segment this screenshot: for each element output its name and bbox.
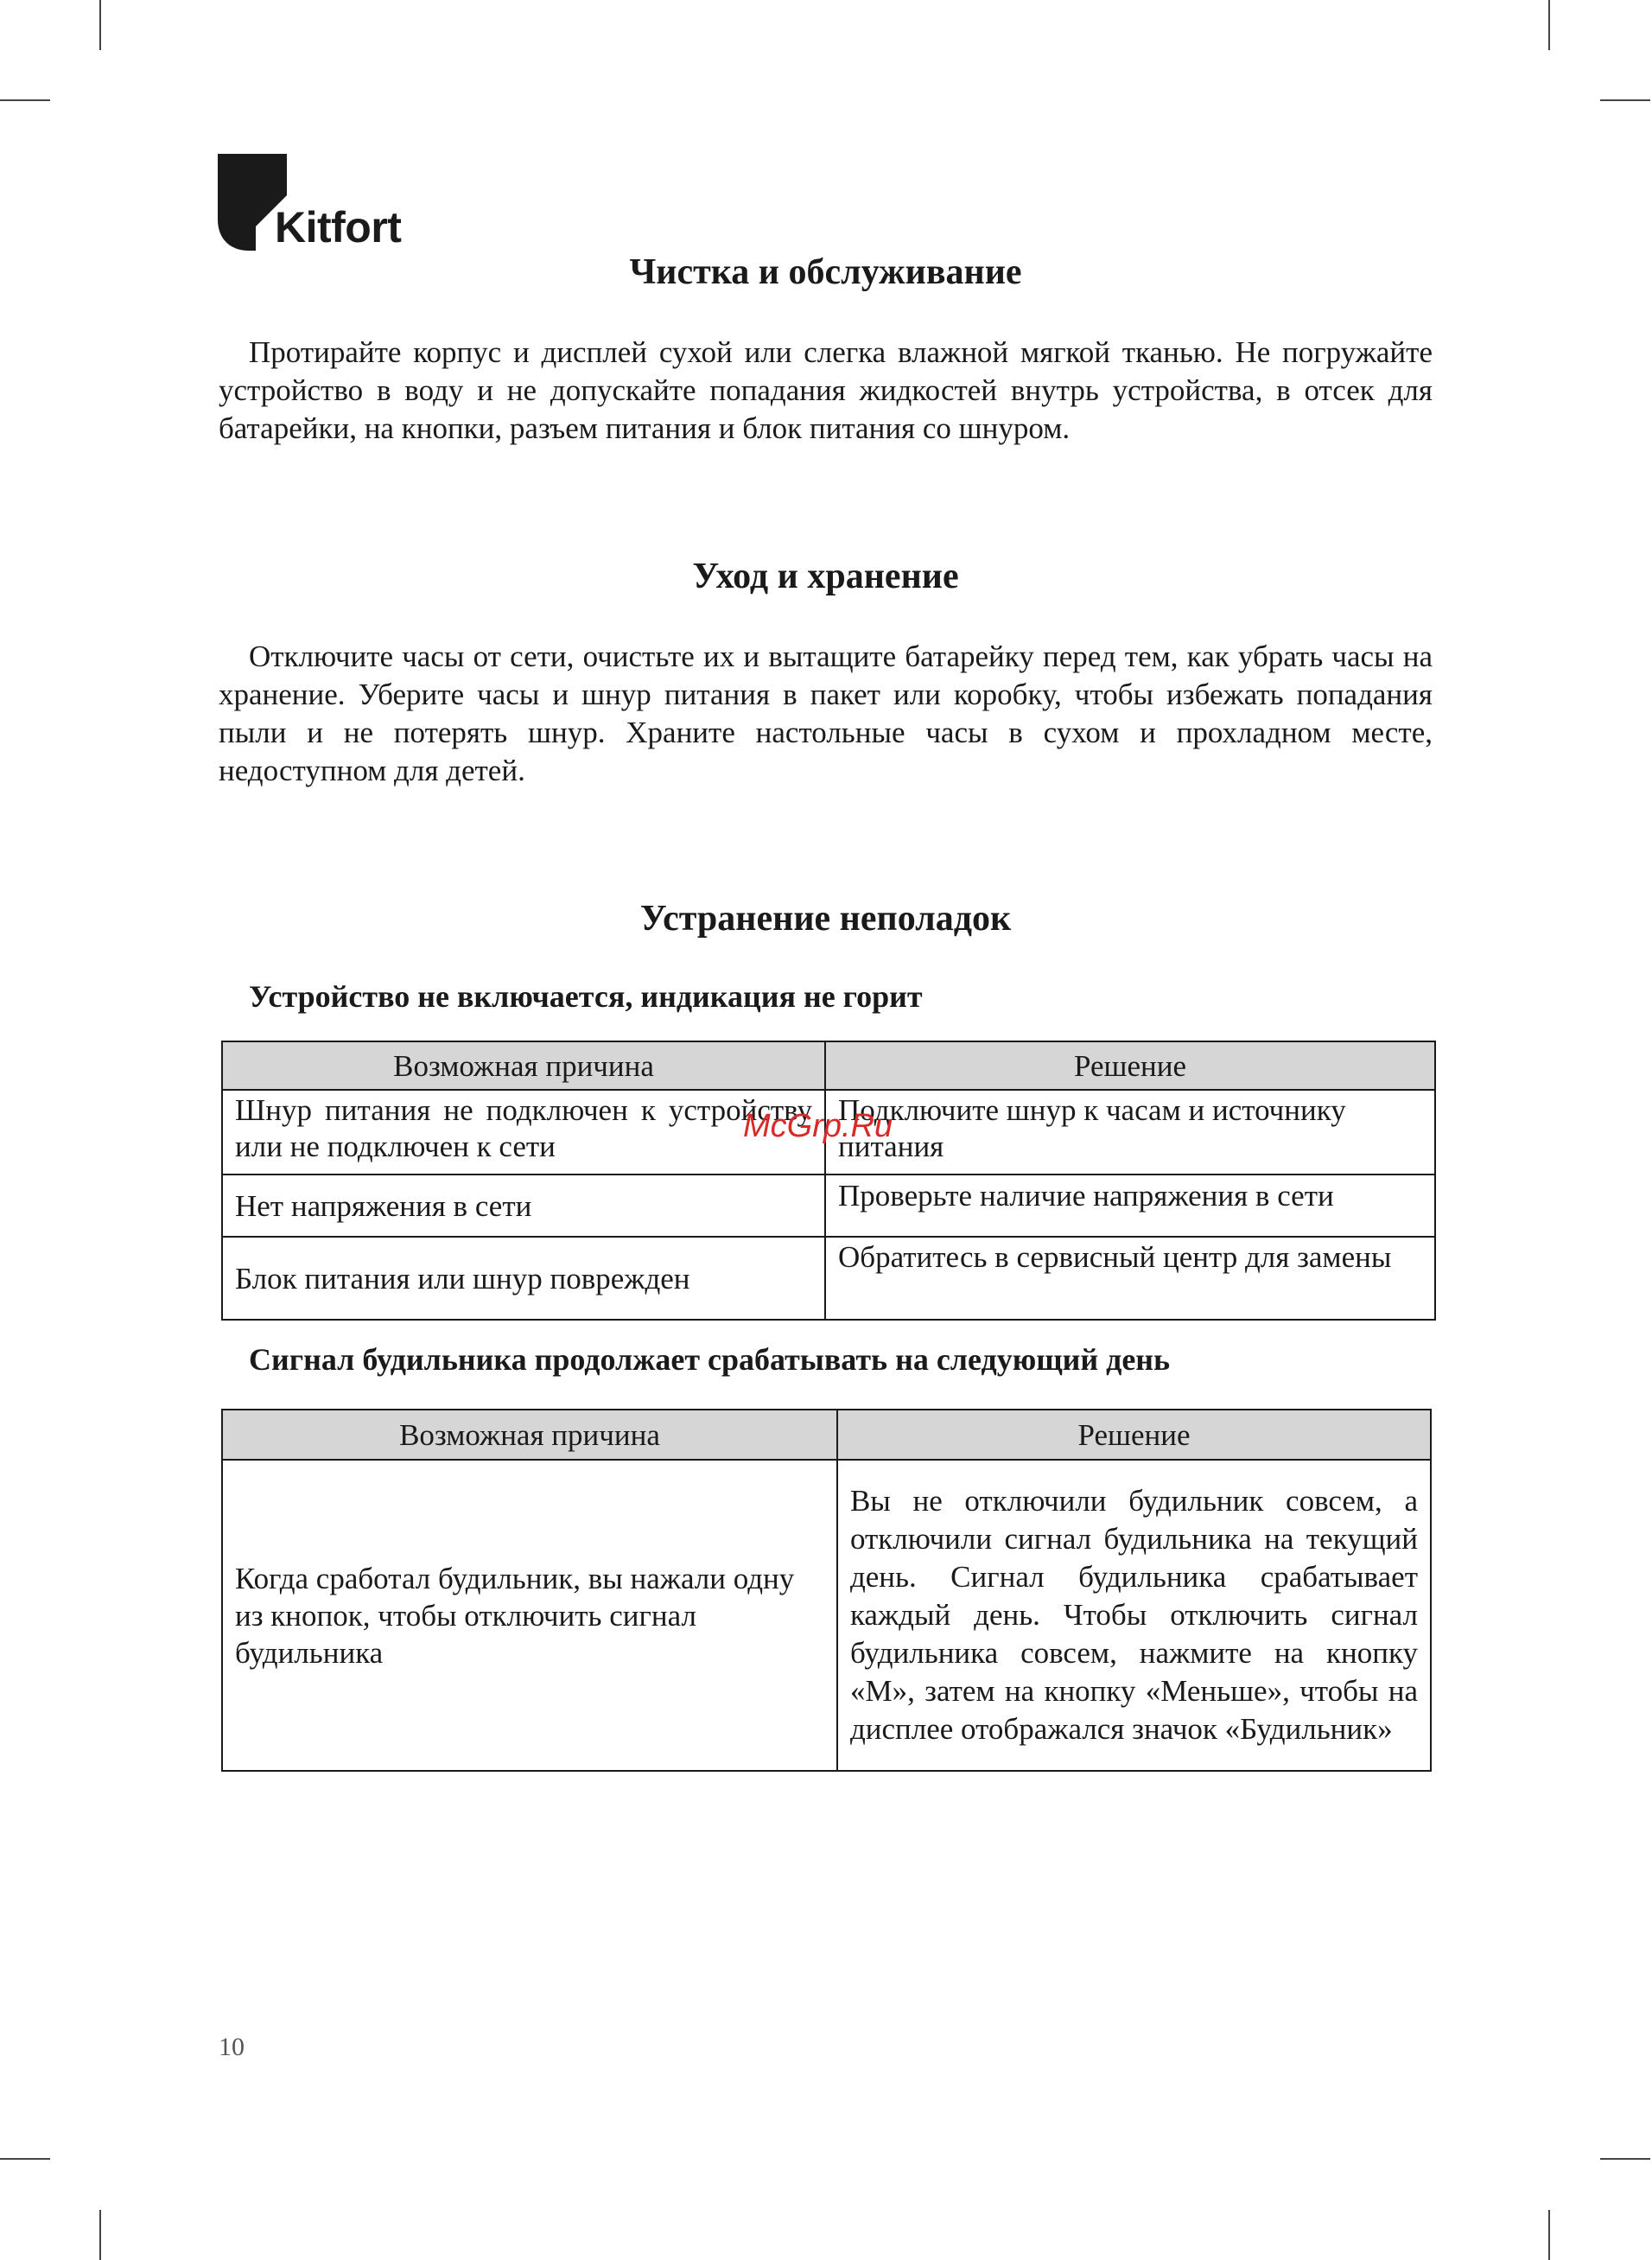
solution-cell: Проверьте наличие напряжения в сети xyxy=(825,1175,1435,1237)
table-header-row xyxy=(222,1410,1431,1460)
cause-cell: Блок питания или шнур поврежден xyxy=(222,1237,825,1320)
troubleshooting-section xyxy=(219,897,1433,940)
problem2-table xyxy=(221,1409,1432,1772)
problem2-heading xyxy=(219,1341,1433,1378)
crop-mark xyxy=(1548,0,1550,50)
solution-header: Решение xyxy=(825,1041,1435,1090)
cleaning-text: Протирайте корпус и дисплей сухой или слегка влажной мягкой тканью. Не погружайте устройство в воду и не допускайте попадания жидкостей внутрь устройства, в отсек для батарейки, на кнопки, разъем питания и блок питания со шнуром. xyxy=(219,335,1433,445)
troubleshooting-title: Устранение неполадок xyxy=(639,899,1012,939)
table-row xyxy=(222,1237,1435,1320)
table-header-row xyxy=(222,1041,1435,1090)
crop-mark xyxy=(99,2210,101,2260)
brand-name: Kitfort xyxy=(275,203,402,251)
cause-cell: Когда сработал будильник, вы нажали одну из кнопок, чтобы отключить сигнал будильника xyxy=(222,1460,837,1771)
problem2-title: Сигнал будильника продолжает срабатывать на следующий день xyxy=(249,1342,1171,1377)
solution-cell: Вы не отключили будильник совсем, а отключили сигнал будильника на текущий день. Сигнал будильника срабатывает каждый день. Чтобы отключить сигнал будильника совсем, нажмите на кнопку «М», затем на кнопку «Меньше», чтобы на дисплее отображался значок «Будильник» xyxy=(837,1460,1431,1771)
crop-mark xyxy=(0,99,50,101)
crop-mark xyxy=(99,0,101,50)
watermark: McGrp.Ru xyxy=(743,1108,893,1144)
storage-section xyxy=(219,555,1433,598)
cause-cell: Шнур питания не подключен к устройству или не подключен к сети xyxy=(222,1090,825,1175)
table-row xyxy=(222,1175,1435,1237)
problem1-heading xyxy=(219,978,1433,1015)
crop-mark xyxy=(1600,2158,1650,2160)
cause-header: Возможная причина xyxy=(222,1041,825,1090)
problem1-table xyxy=(221,1041,1436,1321)
cleaning-title: Чистка и обслуживание xyxy=(629,252,1022,292)
page-number: 10 xyxy=(219,2033,245,2061)
crop-mark xyxy=(1548,2210,1550,2260)
solution-header: Решение xyxy=(837,1410,1431,1460)
table-row xyxy=(222,1460,1431,1771)
kitfort-logo xyxy=(218,154,416,251)
solution-cell: Подключите шнур к часам и источнику питания xyxy=(825,1090,1435,1175)
cleaning-section xyxy=(219,251,1433,294)
storage-text: Отключите часы от сети, очистьте их и вытащите батарейку перед тем, как убрать часы на хранение. Уберите часы и шнур питания в пакет или коробку, чтобы избежать попадания пыли и не потерять шнур. Храните настольные часы в сухом и прохладном месте, недоступном для детей. xyxy=(219,640,1433,787)
storage-title: Уход и хранение xyxy=(692,557,959,596)
crop-mark xyxy=(1600,99,1650,101)
cause-header: Возможная причина xyxy=(222,1410,837,1460)
cleaning-body xyxy=(219,334,1433,448)
storage-body xyxy=(219,638,1433,790)
crop-mark xyxy=(0,2158,50,2160)
problem1-title: Устройство не включается, индикация не горит xyxy=(249,979,923,1014)
cause-cell: Нет напряжения в сети xyxy=(222,1175,825,1237)
solution-cell: Обратитесь в сервисный центр для замены xyxy=(825,1237,1435,1320)
